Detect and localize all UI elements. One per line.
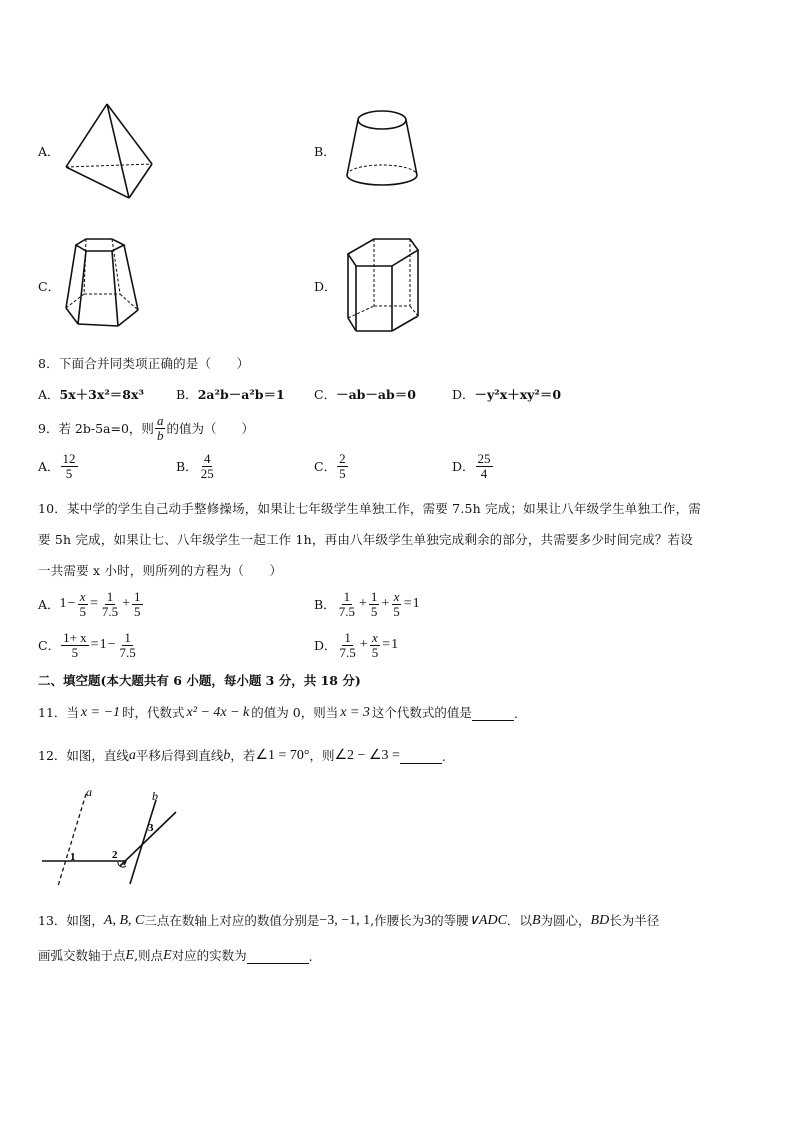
hexagonal-frustum-figure: [62, 236, 152, 332]
q12-fig-angle-1: 1: [70, 851, 76, 863]
q12-parallel-lines-figure: [38, 785, 188, 888]
q9-stem-fraction: [155, 414, 166, 442]
q11-text-2: 时，代数式: [122, 705, 185, 720]
q8-a-text: 5x＋3x²＝8x³: [59, 387, 144, 402]
q8-option-d: [452, 385, 561, 403]
hexagonal-prism-figure: [344, 236, 424, 334]
q13-math-4: ∨ADC: [468, 913, 507, 928]
q10-option-a: [38, 590, 144, 618]
q11-math-3: x = 3: [340, 705, 370, 720]
q10-c-label: C．: [38, 638, 61, 654]
q10-c-frac2-d: 7.5: [119, 644, 136, 660]
q9-a-label: A．: [38, 459, 60, 475]
q10-d-frac1-d: 7.5: [339, 644, 356, 660]
q9-frac-numerator: a: [156, 413, 164, 428]
q9-stem-post: 的值为（ ）: [166, 421, 254, 437]
q10-c-frac1-d: 5: [71, 644, 79, 660]
q10-a-frac1: [77, 590, 88, 618]
q13-line2-math-2: E: [163, 948, 172, 963]
q10-b-rhs: 1: [412, 596, 420, 612]
q10-d-plus: +: [359, 637, 368, 653]
q10-a-label: A．: [38, 597, 60, 613]
q13-text-4: 的等腰: [431, 913, 469, 928]
q12-math-1: a: [128, 748, 136, 763]
q11-end: .: [513, 706, 518, 721]
q10-b-eq: =: [403, 596, 412, 612]
option-c-label: C．: [38, 279, 61, 294]
q9-b-numerator: 4: [203, 451, 211, 466]
q9-d-fraction: [476, 452, 493, 480]
q10-a-frac3-n: 1: [134, 589, 141, 604]
q10-a-frac1-n: x: [79, 589, 86, 604]
q9-b-denominator: 25: [200, 465, 214, 481]
q10-c-eq: =: [90, 637, 99, 653]
q13-end: .: [308, 949, 313, 964]
option-d-label: D．: [314, 279, 337, 294]
q10-a-frac3-d: 5: [134, 603, 141, 619]
q9-stem-pre: 9．若 2b-5a=0，则: [38, 421, 154, 437]
q9-option-d: [452, 452, 494, 480]
q10-d-frac2-n: x: [372, 630, 378, 645]
q10-b-frac2-n: 1: [370, 589, 378, 604]
q12-math-3: ∠1 = 70°: [255, 748, 310, 763]
q10-c-frac1: [61, 631, 89, 659]
q13-line2-text-3: 对应的实数为: [171, 948, 247, 963]
section-title-fill-in: 二、填空题(本大题共有 6 小题，每小题 3 分，共 18 分): [38, 673, 361, 688]
q13-text-5: ．以: [506, 913, 532, 928]
q9-b-label: B．: [176, 459, 198, 475]
q12-fig-angle-2: 2: [112, 849, 118, 861]
q8-c-label: C．: [314, 387, 337, 402]
q9-option-b: [176, 452, 217, 480]
q12-fig-label-a: a: [86, 785, 92, 799]
q10-c-equation: [60, 631, 139, 659]
q13-line2-text-1: 画弧交数轴于点: [38, 948, 126, 963]
q13-math-2: −3, −1, 1: [319, 913, 371, 928]
q9-b-fraction: [199, 452, 216, 480]
q13-stem-line2: [38, 946, 313, 964]
q10-b-frac3-d: 5: [393, 603, 400, 619]
q9-c-label: C．: [314, 459, 337, 475]
q9-d-label: D．: [452, 459, 475, 475]
q9-d-denominator: 4: [480, 465, 488, 481]
q10-option-b: [314, 590, 420, 618]
q13-math-1: A, B, C: [103, 913, 145, 928]
q10-b-frac3: [391, 590, 402, 618]
q10-d-eq: =: [382, 637, 391, 653]
q13-math-3: 3: [424, 913, 432, 928]
q8-stem: 8．下面合并同类项正确的是（ ）: [38, 356, 250, 371]
q10-c-frac2-n: 1: [124, 630, 131, 645]
q10-b-frac3-n: x: [393, 589, 400, 604]
q12-text-1: 12．如图，直线: [38, 748, 129, 763]
q10-d-equation: [337, 631, 399, 659]
q10-c-frac2: [117, 631, 137, 659]
q13-text-2: 三点在数轴上对应的数值分别是: [144, 913, 320, 928]
q10-b-frac2-d: 5: [370, 603, 378, 619]
q10-a-op: −: [67, 596, 76, 612]
q9-a-numerator: 12: [62, 451, 76, 466]
q13-math-5: B: [531, 913, 541, 928]
option-b-label: B．: [314, 144, 336, 159]
q13-text-7: 长为半径: [609, 913, 660, 928]
q10-a-term: 1: [59, 596, 67, 612]
q9-option-a: [38, 452, 79, 480]
q10-a-frac1-d: 5: [79, 603, 86, 619]
q11-answer-blank[interactable]: [472, 706, 514, 721]
q11-math-1: x = −1: [80, 705, 121, 720]
q10-d-frac1-n: 1: [344, 630, 351, 645]
q9-a-fraction: [61, 452, 78, 480]
q12-math-4: ∠2 − ∠3 =: [334, 748, 400, 763]
option-a-label: A．: [38, 144, 60, 159]
q10-b-frac1-n: 1: [343, 589, 351, 604]
q13-text-6: 为圆心，: [540, 913, 591, 928]
q11-stem: [38, 703, 518, 721]
q10-a-eq: =: [89, 596, 98, 612]
q9-a-denominator: 5: [65, 465, 73, 481]
q13-answer-blank[interactable]: [247, 949, 309, 964]
q8-option-a: [38, 385, 144, 403]
q13-line2-math-1: E: [125, 948, 135, 963]
q12-answer-blank[interactable]: [400, 749, 442, 764]
q12-end: .: [441, 749, 446, 764]
q10-c-op: −: [107, 637, 116, 653]
q10-stem-line2: 要 5h 完成，如果让七、八年级学生一起工作 1h，再由八年级学生单独完成剩余的部分，共需要多少时间完成？若设: [38, 532, 693, 547]
q12-stem: [38, 746, 446, 764]
tetrahedron-figure: [62, 100, 162, 205]
q10-stem-line1: 10．某中学的学生自己动手整修操场，如果让七年级学生单独工作，需要 7.5h 完成；如果让八年级学生单独工作，需: [38, 501, 701, 516]
q8-a-label: A．: [38, 387, 60, 402]
q11-text-3: 的值为 0，则当: [251, 705, 339, 720]
q8-d-label: D．: [452, 387, 475, 402]
q10-a-equation: [60, 590, 144, 618]
q11-text-4: 这个代数式的值是: [371, 705, 472, 720]
q13-text-3: ,作腰长为: [370, 913, 425, 928]
q12-fig-label-b: b: [152, 789, 158, 803]
q9-frac-denominator: b: [156, 427, 164, 443]
q8-option-b: [176, 385, 285, 403]
q10-option-d: [314, 631, 398, 659]
q10-b-equation: [336, 590, 420, 618]
q13-stem-line1: [38, 911, 659, 929]
q10-a-frac3: [132, 590, 143, 618]
q12-math-2: b: [223, 748, 231, 763]
q8-b-text: 2a²b－a²b＝1: [197, 387, 285, 402]
q13-text-1: 13．如图，: [38, 913, 104, 928]
q13-line2-text-2: ,则点: [134, 948, 164, 963]
q12-text-2: 平移后得到直线: [135, 748, 224, 763]
q10-stem-line3: 一共需要 x 小时，则所列的方程为（ ）: [38, 563, 283, 578]
q10-b-frac2: [369, 590, 380, 618]
q9-option-c: [314, 452, 349, 480]
q10-a-frac2-d: 7.5: [101, 603, 119, 619]
q10-b-plus1: +: [358, 596, 367, 612]
q13-math-6: BD: [590, 913, 610, 928]
q9-d-numerator: 25: [477, 451, 491, 466]
q10-c-frac1-n: 1+ x: [63, 630, 87, 645]
frustum-cone-figure: [340, 103, 425, 193]
q10-a-frac2: [100, 590, 120, 618]
q10-option-c: [38, 631, 139, 659]
q12-text-3: ，若: [230, 748, 256, 763]
q10-b-frac1-d: 7.5: [338, 603, 355, 619]
q11-math-2: x² − 4x − k: [186, 705, 250, 720]
q10-a-frac2-n: 1: [106, 589, 114, 604]
q8-option-c: [314, 385, 416, 403]
q11-text-1: 11．当: [38, 705, 79, 720]
q8-b-label: B．: [176, 387, 198, 402]
q9-c-fraction: [337, 452, 348, 480]
q9-stem: [38, 414, 254, 442]
q9-c-numerator: 2: [339, 451, 346, 466]
q10-d-label: D．: [314, 638, 337, 654]
q10-a-plus: +: [122, 596, 130, 612]
q12-text-4: ，则: [309, 748, 335, 763]
q12-fig-angle-3: 3: [148, 822, 154, 834]
q10-d-frac1: [338, 631, 358, 659]
q10-d-rhs: 1: [391, 637, 399, 653]
q8-c-text: －ab－ab＝0: [336, 387, 416, 402]
q10-c-term: 1: [99, 637, 107, 653]
q10-b-frac1: [337, 590, 357, 618]
q10-b-label: B．: [314, 597, 336, 613]
q10-d-frac2: [370, 631, 381, 659]
q9-c-denominator: 5: [339, 465, 346, 481]
q10-d-frac2-d: 5: [371, 644, 379, 660]
q10-b-plus2: +: [381, 596, 390, 612]
q8-d-text: －y²x＋xy²＝0: [474, 387, 562, 402]
